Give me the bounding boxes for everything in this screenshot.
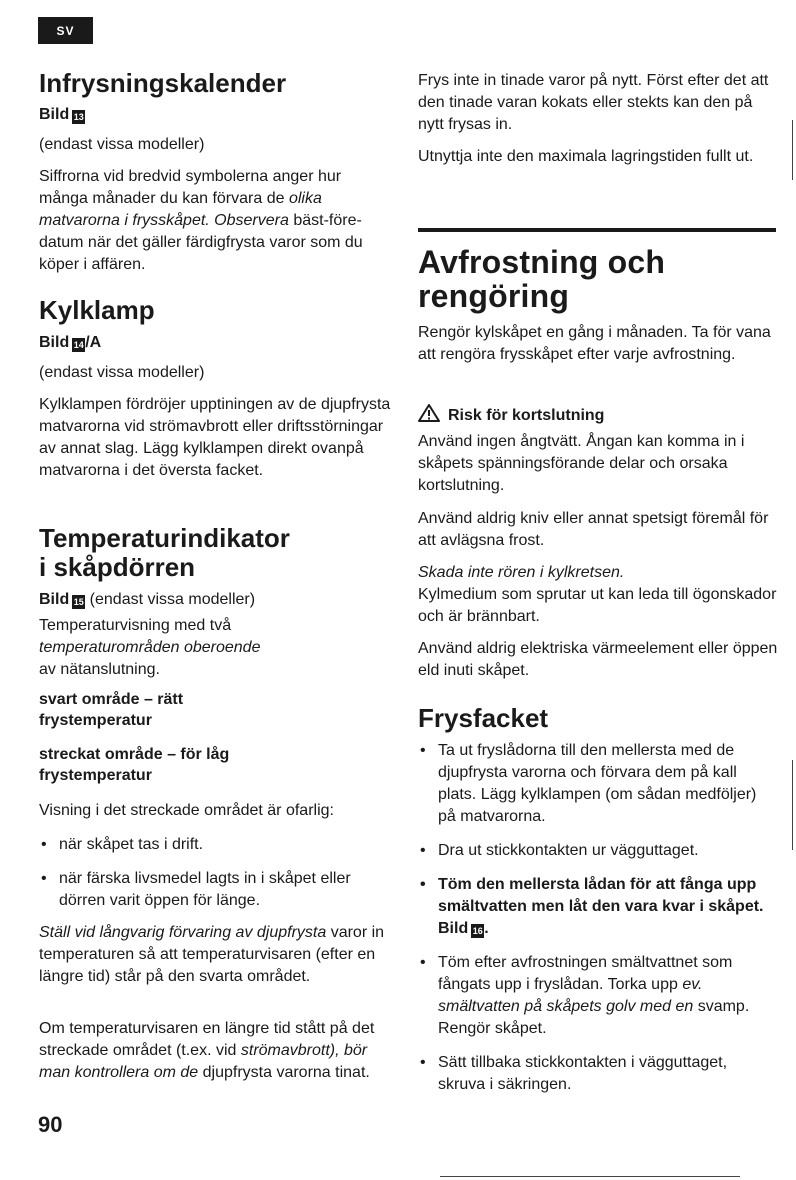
text-bold: Töm den mellersta lådan för att fånga upp smältvatten men låt den vara kvar i skåpet. Bild	[438, 876, 764, 937]
section-title-kylklamp: Kylklamp	[39, 295, 155, 325]
warning-paragraph: Använd ingen ångtvätt. Ångan kan komma in i skåpets spänningsförande delar och orsaka kortslutning.	[418, 433, 745, 494]
text-italic: ev. smältvatten på skåpets golv med en	[438, 976, 703, 1015]
language-tag: SV	[38, 17, 93, 44]
page-number: 90	[38, 1112, 63, 1137]
figure-label: Bild	[39, 334, 70, 351]
section-title-frysfacket: Frysfacket	[418, 703, 549, 733]
scan-edge-line	[792, 760, 793, 850]
section-title-avfrostning: Avfrostning och	[418, 244, 666, 280]
paragraph: Utnyttja inte den maximala lagringstiden fullt ut.	[418, 148, 754, 165]
section-title-infrysningskalender: Infrysningskalender	[39, 68, 287, 98]
paragraph: Frys inte in tinade varor på nytt. Först efter det att den tinade varan kokats eller stekts kan den på nytt frysas in.	[418, 72, 769, 133]
paragraph: Rengör kylskåpet en gång i månaden. Ta för vana att rengöra frysskåpet efter varje avfrostning.	[418, 324, 771, 363]
bullet-list	[39, 834, 394, 924]
section-title-avfrostning-line2: rengöring	[418, 278, 570, 314]
figure-reference	[39, 332, 394, 353]
warning-title: Risk för kortslutning	[448, 407, 605, 424]
text: Siffrorna vid bredvid symbolerna anger hur många månader du kan förvara de	[39, 168, 342, 207]
warning-paragraph: Använd aldrig elektriska värmeelement eller öppen eld inuti skåpet.	[418, 640, 778, 679]
scan-edge-line	[792, 120, 793, 180]
text: Kylmedium som sprutar ut kan leda till ögonskador och är brännbart.	[418, 586, 777, 625]
warning-paragraph: Använd aldrig kniv eller annat spetsigt föremål för att avlägsna frost.	[418, 510, 769, 549]
paragraph	[39, 166, 394, 276]
text: Töm efter avfrostningen smältvattnet som fångats upp i fryslådan. Torka upp	[438, 954, 733, 993]
text: varor in temperaturen så att temperaturvisaren (efter en längre tid) står på den svarta området.	[39, 924, 385, 985]
warning-triangle-icon	[418, 404, 440, 422]
list-item: • när skåpet tas i drift.	[39, 834, 394, 856]
text: svamp. Rengör skåpet.	[438, 998, 750, 1037]
figure-number-badge: 14	[73, 340, 84, 350]
list-item: • när färska livsmedel lagts in i skåpet eller dörren varit öppen för länge.	[39, 868, 394, 912]
subheading-striped-area: streckat område – för låg frystemperatur	[39, 746, 230, 784]
subheading-black-area: svart område – rätt frystemperatur	[39, 691, 184, 729]
figure-reference	[39, 104, 394, 125]
text: djupfrysta varorna tinat.	[202, 1064, 370, 1081]
list-item	[418, 874, 778, 940]
figure-number-badge: 15	[73, 597, 84, 607]
warning-heading	[418, 404, 778, 426]
paragraph	[39, 615, 394, 681]
model-note: (endast vissa modeller)	[39, 136, 205, 153]
list-item	[418, 952, 778, 1040]
paragraph: Kylklampen fördröjer upptiningen av de djupfrysta matvarorna vid strömavbrott eller driftsstörningar av annat slag. Lägg kylklampen direkt ovanpå matvarorna i det översta facket.	[39, 396, 391, 479]
model-note: (endast vissa modeller)	[39, 364, 205, 381]
text: av nätanslutning.	[39, 661, 160, 678]
figure-reference	[39, 589, 394, 611]
text-italic: Skada inte rören i kylkretsen.	[418, 564, 625, 581]
text-italic: olika matvarorna i frysskåpet. Observera	[39, 190, 322, 229]
text-italic: strömavbrott), bör man kontrollera om de	[39, 1042, 368, 1081]
text: Om temperaturvisaren en längre tid stått på det streckade området (t.ex. vid	[39, 1020, 375, 1059]
scan-edge-line	[440, 1176, 740, 1177]
paragraph	[39, 922, 394, 988]
figure-label: Bild	[39, 106, 70, 123]
list-item: • Ta ut fryslådorna till den mellersta med de djupfrysta varorna och förvara dem på kall plats. Lägg kylklampen (om sådan medföljer) på matvarorna.	[418, 740, 778, 828]
text: .	[484, 920, 489, 937]
figure-number-badge: 16	[472, 926, 483, 936]
bullet-list	[418, 740, 778, 1108]
list-item: • Dra ut stickkontakten ur vägguttaget.	[418, 840, 778, 862]
text-italic: temperaturområden oberoende	[39, 639, 261, 656]
warning-paragraph	[418, 562, 778, 628]
list-item: • Sätt tillbaka stickkontakten i vägguttaget, skruva i säkringen.	[418, 1052, 778, 1096]
paragraph	[39, 1018, 394, 1084]
text: Temperaturvisning med två	[39, 617, 232, 634]
text: bäst-före-datum när det gäller färdigfrysta varor som du köper i affären.	[39, 212, 363, 273]
figure-number-badge: 13	[73, 112, 84, 122]
figure-suffix: /A	[85, 334, 102, 351]
section-title-temperaturindikator: Temperaturindikator	[39, 523, 290, 553]
model-note: (endast vissa modeller)	[85, 591, 256, 608]
section-rule	[418, 228, 776, 232]
section-title-temperaturindikator-line2: i skåpdörren	[39, 552, 196, 582]
figure-label: Bild	[39, 591, 70, 608]
paragraph: Visning i det streckade området är ofarlig:	[39, 802, 334, 819]
text-italic: Ställ vid långvarig förvaring av djupfrysta	[39, 924, 327, 941]
